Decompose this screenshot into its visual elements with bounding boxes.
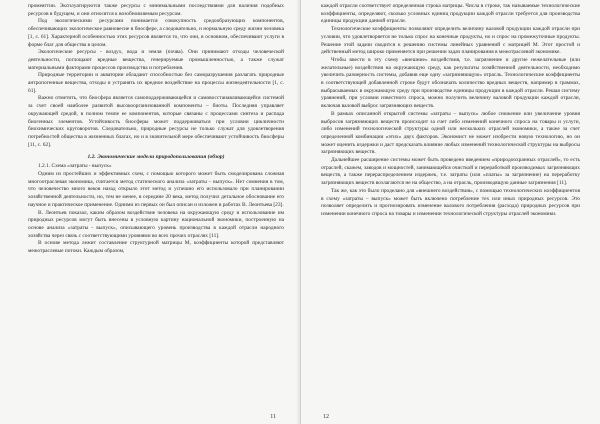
page-number-left: 11 [270, 414, 276, 420]
paragraph: Под экологическими ресурсами понимается совокупность средообразующих компонентов, обеспечивающих экологическое равновесие в биосфере, а следовательно, и нормальную среду жизни человека [1, с. 61]. Характерной особенностью этих ресурсов является то, что они, в основном, обеспечивают услуги в форме благ для общества в целом. [28, 18, 284, 48]
subsection-heading: 1.2.1. Схема «затраты - выпуск» [38, 163, 112, 170]
paragraph: Технологические коэффициенты позволяют определить величину валовой продукции каждой отрасли при условии, что удовлетворяется не только спрос на конечные продукты, но и спрос на промежуточные продукты. Решение этой задачи сводится к решению системы линейных уравнений с матрицей M. Этот простой и действенный метод широко применяется при решении задач планирования в межотраслевой экономике. [321, 26, 580, 56]
right-page [300, 0, 600, 424]
paragraph: промеягтии. Эксплуатируются также ресурсы с минимальными последствиями для наличия подобных ресурсов в будущем, и они относятся к возобновляемым ресурсам. [28, 3, 284, 17]
left-page-text-top [28, 3, 284, 149]
right-page-text [321, 3, 580, 219]
left-page-text-bottom [28, 171, 284, 256]
page-number-right: 12 [323, 414, 329, 420]
paragraph: В основе метода лежит составление структурной матрицы M, коэффициенты которой представляют межотраслевые потоки. Каждым образом, [28, 240, 284, 255]
paragraph: В рамках описанной открытой системы «затраты – выпуск» любое снижение или увеличение уровня выбросов загрязняющих веществ происходит за счет либо изменений конечного спроса на товары и услуги, либо изменений технологической структуры одной или нескольких отраслей экономики, а также за счет определенной комбинации «этих» двух факторов. Экономист не может изобрести новую технологию, но он может оценить издержки и даст предсказать влияние любых изменений технологической структуры на выбросы загрязняющих веществ. [321, 110, 580, 156]
paragraph: Экологические ресурсы - воздух, вода и земля (почва). Они принимают отходы человеческой деятельности, поглощают вредные вещества, генерируемые промышленностью, а также служат материальными факторами процессов производства и потребления. [28, 49, 284, 71]
paragraph: Природные территории и акватории обладают способностью без саморазрушения разлагать природные антропогенные вещества, отходы и устранять их вредное воздействие на процессы жизнедеятельности [1, с. 61]. [28, 72, 284, 94]
paragraph: В. Леонтьев показал, каким образом воздействие человека на окружающую среду и использование им природных ресурсов могут быть внесены в условную картину национальной экономики, построенную на основе анализа «затраты - выпуск», описывающего уровень производства в каждой отрасли народного хозяйства через связь с соответствующими уровнями во всех прочих отраслях [11]. [28, 209, 284, 239]
paragraph: Дальнейшее расширение системы может быть проведено введением «природоохранных отраслей», то есть отраслей, скажем, заводов и мощностей, занимающейся очисткой и переработкой производимых загрязняющих веществ, а также перераспределением издержек, т.е. затраты (или «платы» за загрязнение) на переработку загрязняющих веществ возлагаются не на общество, а на отрасль, производящую данные загрязнения [11]. [321, 157, 580, 187]
section-heading: 1.2. Экономические модели природопользования (обзор) [87, 154, 225, 161]
paragraph: каждой отрасли соответствует определенная строка матрицы. Числа в строке, так называемые технологические коэффициенты, определяют, сколько условных единиц продукции каждой отрасли требуется для производства единицы продукции данной отрасли. [321, 3, 580, 25]
paragraph: Так же, как это было проделано для «внешнего воздействия», с помощью технологических коэффициентов в схему «затраты – выпуск» может быть включено потребление тех или иных природных ресурсов. Это позволяет определить и прогнозировать изменение валового потребления (расхода) природных ресурсов при изменении конечного спроса на товары и изменении технологической структуры отраслей экономики. [321, 187, 580, 217]
paragraph: Чтобы ввести в эту схему «внешние» воздействия, т.е. загрязнение и другие нежелательные (или желательные) воздействия на окружающую среду, как результаты хозяйственной деятельности, необходимо увеличить размерность системы, добавив еще одну «загрязняющую» отрасль. Технологические коэффициенты в соответствующей добавленной строке будут обозначать количество вредных веществ, например в граммах, выбрасываемых в окружающую среду при производстве единицы продукции в каждой отрасли. Решая систему уравнений, при условии известного спроса, можно получить величину валовой продукции каждой отрасли, включая валовой выброс загрязняющих веществ. [321, 56, 580, 110]
paragraph: Одним из простейших и эффективных схем, с помощью которого может быть смоделирована сложная многоотраслевая экономика, считается метод статического анализа «затраты – выпуск». Нет сомнения в том, что человечество много веков назад открыло этот метод и успешно его использовало при планировании хозяйственной деятельности, но, тем не менее, в середине 20 века, метод получил детальное обоснование его научное и практическое применение. Одними из первых он был описан и изложен в работах В. Леонтьева [23]. [28, 171, 284, 208]
paragraph: Важно отметить, что биосфера является самоподдерживающейся и самовосстанавливающейся системой за счет своей наиболее развитой высокоорганизованной компоненты – биоты. Последняя управляет окружающей средой, в полном темпе ее компонентов, которые связаны с процессами синтеза и распада биогенных элементов. Устойчивость биосферы может поддерживаться при условии цикличности биохимических круговоротов. Следовательно, природные ресурсы не только служат для удовлетворения потребностей общества в жизненных благах, но и в значительной мере обеспечивают устойчивость биосферы [11, с. 62]. [28, 95, 284, 148]
